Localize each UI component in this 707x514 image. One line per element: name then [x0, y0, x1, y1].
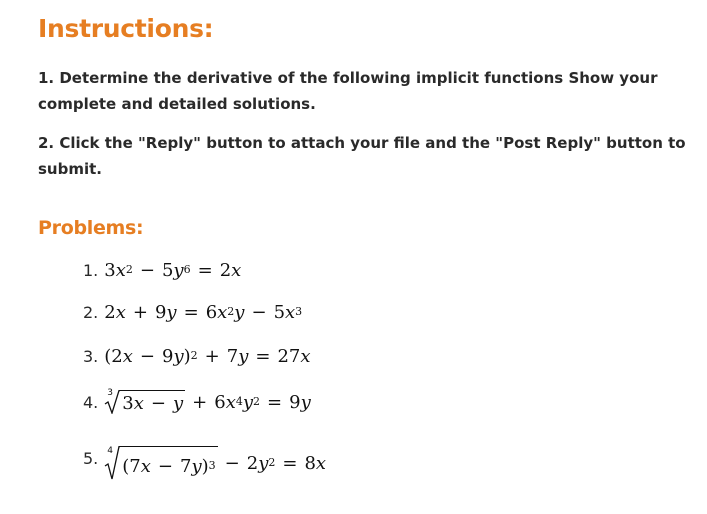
problem-equation: 2 x + 9 y = 6 x 2 y − 5 x 3 [104, 301, 303, 323]
root-index: 3 [107, 388, 113, 398]
instruction-item-2: 2. Click the "Reply" button to attach your file and the "Post Reply" button to submit. [38, 134, 686, 178]
problem-number: 5. [83, 448, 99, 468]
cube-root: 3 3 x − y [104, 390, 185, 414]
problem-5 [83, 443, 326, 483]
problem-equation: 3 3 x − y + 6 x 4 y 2 = 9 y [104, 390, 310, 414]
problems-heading: Problems: [38, 217, 144, 239]
problem-equation: 3 x 2 − 5 y 6 = 2 x [104, 259, 242, 281]
problem-4 [83, 387, 311, 417]
problem-3 [83, 341, 311, 371]
problem-number: 3. [83, 346, 99, 366]
instruction-item-1: 1. Determine the derivative of the following implicit functions Show your complete and detailed solutions. [38, 69, 658, 113]
problem-1 [83, 255, 241, 285]
root-index: 4 [107, 446, 113, 456]
instructions-heading: Instructions: [38, 14, 214, 43]
problem-number: 4. [83, 392, 99, 412]
problem-2 [83, 297, 302, 327]
problem-number: 2. [83, 302, 99, 322]
problem-number: 1. [83, 260, 99, 280]
fourth-root: 4 (7 x − 7 y ) 3 [104, 446, 217, 480]
problem-equation: (2 x − 9 y ) 2 + 7 y = 27 x [104, 345, 311, 367]
problem-equation: 4 (7 x − 7 y ) 3 − 2 y 2 = 8 x [104, 446, 326, 480]
